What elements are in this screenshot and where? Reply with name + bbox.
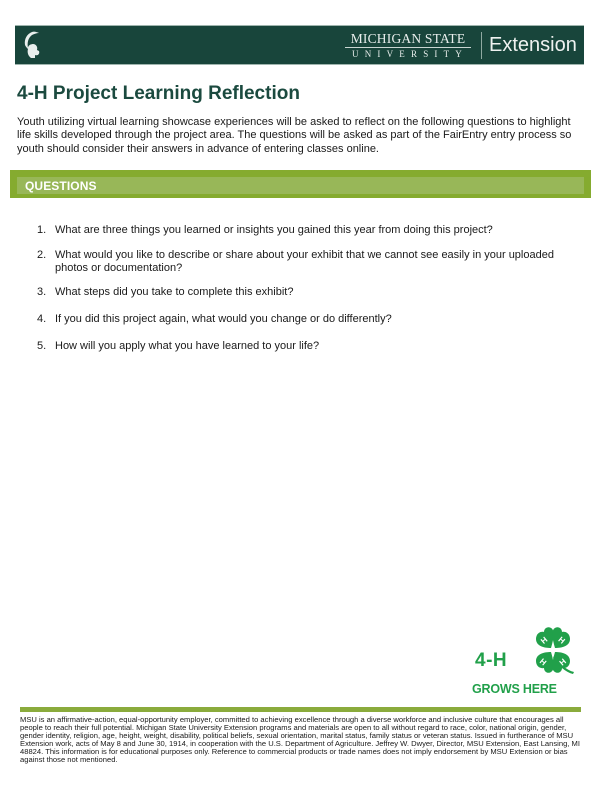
msu-wordmark: [345, 31, 471, 60]
svg-text:H: H: [539, 635, 550, 646]
extension-label: Extension: [489, 34, 577, 56]
svg-text:H: H: [556, 635, 567, 646]
header-banner: [15, 25, 584, 65]
4h-tagline: GROWS HERE: [472, 682, 557, 696]
four-leaf-clover-icon: [526, 626, 580, 676]
question-text: If you did this project again, what would you change or do differently?: [55, 313, 392, 325]
question-number: 5.: [37, 340, 47, 352]
msu-wordmark-line1: MICHIGAN STATE: [345, 31, 471, 48]
page-title: 4-H Project Learning Reflection: [17, 83, 300, 104]
question-text: How will you apply what you have learned to your life?: [55, 340, 320, 352]
question-number: 1.: [37, 224, 47, 236]
question-text: What would you like to describe or share about your exhibit that we cannot see easily in your uploaded photos or documentation?: [55, 249, 554, 274]
svg-text:H: H: [537, 656, 549, 668]
question-text: What are three things you learned or insights you gained this year from doing this project?: [55, 224, 493, 236]
spartan-helmet-icon: [23, 31, 45, 59]
questions-section-header: [10, 170, 591, 198]
question-number: 3.: [37, 286, 47, 298]
footer-divider: [20, 707, 581, 712]
question-text: What steps did you take to complete this exhibit?: [55, 286, 294, 298]
4h-mark: 4-H: [475, 650, 508, 671]
questions-heading: QUESTIONS: [25, 179, 97, 193]
msu-wordmark-line2: UNIVERSITY: [352, 49, 468, 59]
svg-text:H: H: [557, 656, 568, 668]
question-number: 4.: [37, 313, 47, 325]
footer-disclaimer: MSU is an affirmative-action, equal-opportunity employer, committed to achieving excellence through a diverse workforce and inclusive culture that encourages all people to reach their full potential. Michigan State University Extension programs and materials are open to all without regard to race, color, national origin, gender, gender identity, religion, age, height, weight, disability, political beliefs, sexual orientation, marital status, family status or veteran status. Issued in furtherance of MSU Extension work, acts of May 8 and June 30, 1914, in cooperation with the U.S. Department of Agriculture. Jeffrey W. Dwyer, Director, MSU Extension, East Lansing, MI 48824. This information is for educational purposes only. Reference to commercial products or trade names does not imply endorsement by MSU Extension or bias against those not mentioned.: [20, 715, 580, 765]
question-number: 2.: [37, 249, 47, 261]
4h-grows-here-logo: [470, 625, 580, 695]
intro-paragraph: Youth utilizing virtual learning showcase experiences will be asked to reflect on the following questions to highlight life skills developed through the project area. The questions will be asked as part of the FairEntry entry process so youth should consider their answers in advance of entering classes online.: [17, 116, 572, 155]
header-divider: [481, 32, 482, 59]
questions-header-band: [17, 177, 584, 194]
